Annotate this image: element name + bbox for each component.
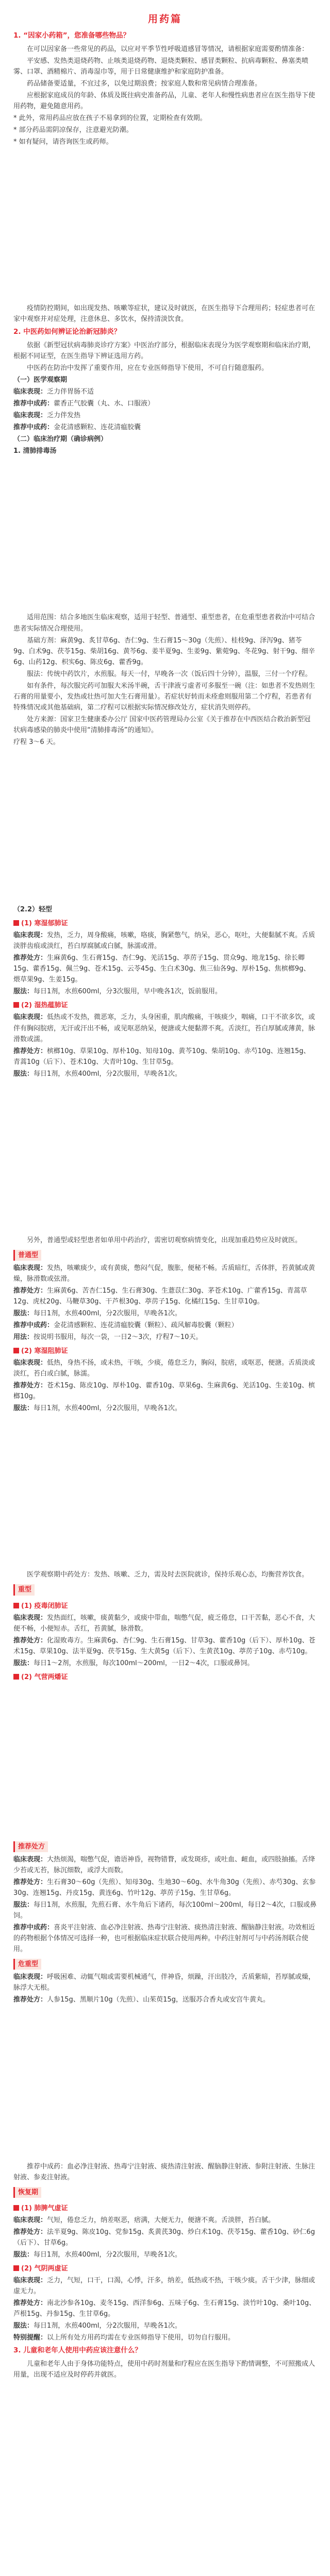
block3-sub-text: (2) 寒湿阻肺证: [21, 1347, 68, 1355]
square-icon: [13, 2265, 19, 2271]
item-text: 乏力，气短，口干，口渴，心悸，汗多，纳差，低热或不热，干咳少痰。舌干少津，脉细或虚无力。: [13, 2276, 316, 2295]
phase-line: [13, 410, 317, 421]
item-text: 气短，倦怠乏力，纳差呕恶，痞满，大便无力，便溏不爽。舌淡胖，苔白腻。: [47, 2216, 275, 2224]
q2-para: 中医药在防治中发挥了重要作用，应在专业医师指导下使用，不可自行随意服药。: [27, 364, 269, 372]
item-line: [13, 930, 317, 952]
q1-para: 应根据家庭成员的年龄、体质及既往病史准备药品，儿童、老年人和慢性病患者应在医生指导下使用药物，避免随意用药。: [13, 91, 316, 110]
item-key: 推荐处方：: [13, 1636, 47, 1645]
item-text: 生麻黄6g、生石膏15g、杏仁9g、羌活15g、葶苈子15g、贯众9g、地龙15g、徐长卿15g、藿香15g、佩兰9g、苍术15g、云苓45g、生白术30g、焦三仙各9g、厚朴15g、焦槟榔9g、煨草果9g、生姜15g。: [13, 954, 310, 984]
item-key: 临床表现：: [13, 1614, 47, 1622]
phase-key: 推荐中成药：: [13, 400, 54, 408]
block6-sub-text: (1) 肺脾气虚证: [21, 2204, 68, 2212]
block3-sub: [13, 1346, 317, 1357]
block4-label: 重型: [13, 1584, 35, 1595]
item-text: 人参15g、黑顺片10g（先煎）、山茱萸15g，送服苏合香丸或安宫牛黄丸。: [47, 1996, 270, 2004]
block1-para: 适用范围：结合多地医生临床观察，适用于轻型、普通型、重型患者，在危重型患者救治中可结合患者实际情况合理使用。: [13, 614, 316, 633]
phase-key: 临床表现：: [13, 412, 47, 420]
item-key: 推荐处方：: [13, 1878, 47, 1886]
q2-intro: 疫情防控期间，如出现发热、咳嗽等症状，建议及时就医，在医生指导下合理用药；轻症患者可在家中观察并对症处理，注意休息、多饮水，保持清淡饮食。: [13, 304, 316, 324]
block1-tail: 疗程 3～6 天。: [13, 738, 60, 746]
q2-para: 依据《新型冠状病毒肺炎诊疗方案》中医治疗部分，根据临床表现分为医学观察期和临床治疗期，根据不同证型，在医生指导下辨证选用方药。: [13, 342, 316, 361]
item-key: 服法：: [13, 1659, 34, 1667]
q3-title: 3. 儿童和老年人使用中药应该注意什么？: [13, 2346, 142, 2355]
item-text: 每日1剂，水煎600ml，分3次服用，早中晚各1次，饭前服用。: [34, 988, 222, 996]
item-line: [13, 1308, 317, 1319]
block5-label: 危重型: [13, 1959, 41, 1970]
q1-section: [0, 30, 330, 147]
block2-head: （2.2）轻型: [13, 906, 53, 914]
phase-line: [13, 386, 317, 397]
block4-sub: [13, 1672, 317, 1683]
item-line: [13, 2227, 317, 2248]
item-key: 临床表现：: [13, 1973, 47, 1981]
block3-intro: 另外，普通型或轻型患者如单用中药治疗，需密切观察病情变化，出现加重趋势应及时就医。: [27, 1236, 302, 1244]
item-key: 用法：: [13, 1333, 34, 1342]
item-text: 每日1剂，水煎400ml，分2次服用，早晚各1次。: [34, 2322, 182, 2330]
item-line: [13, 1972, 317, 1993]
q1-para: 药品储备要适量，不宜过多，以免过期浪费；按家庭人数和常见病情合理准备。: [27, 79, 262, 88]
item-key: 服法：: [13, 988, 34, 996]
block3-label: 普通型: [13, 1250, 41, 1261]
item-line: [13, 986, 317, 997]
item-line: [13, 2275, 317, 2297]
block1-para: 基础方剂：麻黄9g、炙甘草6g、杏仁9g、生石膏15～30g（先煎）、桂枝9g、泽泻9g、猪苓9g、白术9g、茯苓15g、柴胡16g、黄芩6g、姜半夏9g、生姜9g、紫菀9g、冬花9g、射干9g、细辛6g、山药12g、枳实6g、陈皮6g、藿香9g。: [13, 636, 315, 666]
item-line: [13, 1285, 317, 1307]
item-line: [13, 2249, 317, 2260]
block1-para: 服法：传统中药饮片，水煎服。每天一付，早晚各一次（饭后四十分钟），温服，三付一个疗程。: [27, 670, 312, 678]
item-key: 推荐处方：: [13, 954, 47, 962]
item-line: [13, 1613, 317, 1634]
phase-line: [13, 398, 317, 409]
item-text: 喜炎平注射液、血必净注射液、热毒宁注射液、痰热清注射液、醒脑静注射液。功效相近的药物根据个体情况可选择一种，也可根据临床症状联合使用两种。中药注射剂可与中药汤剂联合使用。: [13, 1924, 316, 1954]
block1-section: [0, 612, 330, 748]
item-text: 每日1剂，水煎400ml，分2次服用，早晚各1次。: [34, 1310, 182, 1318]
block6-intro: 推荐中成药：血必净注射液、热毒宁注射液、痰热清注射液、醒脑静注射液、参附注射液、生脉注射液、参麦注射液。: [13, 2162, 316, 2181]
item-key: 临床表现：: [13, 2276, 47, 2284]
phase-key: 临床表现：: [13, 388, 47, 396]
item-key: 推荐中成药：: [13, 1924, 54, 1932]
item-line: [13, 1263, 317, 1284]
item-key: 临床表现：: [13, 1855, 47, 1863]
item-text: 生石膏30～60g（先煎）、知母30g、生地30～60g、水牛角30g（先煎）、赤芍30g、玄参30g、连翘15g、丹皮15g、黄连6g、竹叶12g、葶苈子15g、生甘草6g。: [13, 1878, 316, 1897]
q1-note: * 部分药品需阴凉保存，注意避光防潮。: [13, 126, 133, 134]
item-key: 服法：: [13, 1310, 34, 1318]
item-line: [13, 2215, 317, 2226]
item-text: 法半夏9g、陈皮10g、党参15g、炙黄芪30g、炒白术10g、茯苓15g、藿香10g、砂仁6g（后下）、甘草6g。: [13, 2228, 315, 2247]
item-text: 大热烦渴，喘憋气促，谵语神昏，视物错瞀，或发斑疹，或吐血、衄血，或四肢抽搐。舌绛少苔或无苔，脉沉细数，或浮大而数。: [13, 1855, 316, 1874]
block1-para: 处方来源：国家卫生健康委办公厅 国家中医药管理局办公室《关于推荐在中西医结合救治新型冠状病毒感染的肺炎中使用“清肺排毒汤”的通知》。: [13, 715, 311, 734]
square-icon: [13, 1603, 19, 1608]
item-key: 临床表现：: [13, 1013, 47, 1022]
block2-type: [13, 918, 317, 929]
item-line: [13, 1012, 317, 1044]
block2-type: [13, 1000, 317, 1011]
block4-section: [0, 1569, 330, 1682]
item-text: 按说明书服用，每次一袋，一日2～3次，疗程7～10天。: [34, 1333, 203, 1342]
phase-line: [13, 422, 317, 433]
q1-note: * 此外，常用药品应放在孩子不易拿到的位置，定期检查有效期。: [13, 114, 207, 122]
item-line: [13, 1635, 317, 1657]
item-line: [13, 1994, 317, 2005]
item-text: 每日1剂，水煎400ml，分2次服用，早晚各1次。: [34, 2250, 182, 2259]
item-line: [13, 1403, 317, 1414]
block3-section: [0, 1235, 330, 1414]
square-icon: [13, 1348, 19, 1353]
q1-note: * 如有疑问，请咨询医生或药师。: [13, 138, 113, 146]
item-text: 化湿败毒方。生麻黄6g、杏仁9g、生石膏15g、甘草3g、藿香10g（后下）、厚朴10g、苍术15g、草果10g、法半夏9g、茯苓15g、生大黄5g（后下）、生黄芪10g、葶苈子10g、赤芍10g。: [13, 1636, 316, 1655]
square-icon: [13, 920, 19, 926]
q2-title: 2. 中医药如何辨证论治新冠肺炎？: [13, 328, 121, 336]
block1-para: 如有条件，每次服完药可加服大米汤半碗，舌干津液亏虚者可多服至一碗（注：如患者不发热则生石膏的用量要小，发热或壮热可加大生石膏用量）。若症状好转而未痊愈则服用第二个疗程，若患者有特殊情况或其他基础病，第二疗程可以根据实际情况修改处方，症状消失则停药。: [13, 682, 316, 711]
item-line: [13, 953, 317, 985]
item-key: 临床表现：: [13, 931, 47, 940]
block4-sub-text: (2) 气营两燔证: [21, 1673, 68, 1681]
item-key: 推荐处方：: [13, 1382, 47, 1390]
block2-section: [0, 904, 330, 1079]
phase-text: 乏力伴发热: [47, 412, 81, 420]
q2-subhead: 1. 清肺排毒汤: [13, 447, 57, 455]
item-key: 推荐处方：: [13, 2228, 47, 2236]
q1-title: 1. “因家小药箱”，您准备哪些物品？: [13, 31, 130, 40]
item-text: 呼吸困难、动辄气喘或需要机械通气，伴神昏，烦躁，汗出肢冷，舌质紫暗，苔厚腻或燥，脉浮大无根。: [13, 1973, 316, 1992]
item-line: [13, 1069, 317, 1079]
phase-text: 乏力伴胃肠不适: [47, 388, 94, 396]
item-text: 每日1～2剂，水煎服，每次100ml～200ml，一日2～4次，口服或鼻饲。: [34, 1659, 254, 1667]
item-key: 服法：: [13, 1404, 34, 1413]
item-line: [13, 2320, 317, 2331]
item-key: 临床表现：: [13, 1359, 47, 1367]
item-line: [13, 1922, 317, 1955]
item-line: [13, 1358, 317, 1379]
item-text: 低热或不发热，微恶寒，乏力，头身困重，肌肉酸痛，干咳痰少，咽痛，口干不欲多饮，或伴有胸闷脘痞，无汗或汗出不畅，或见呕恶纳呆，便溏或大便黏滞不爽。舌淡红，苔白厚腻或薄黄，脉滑数或濡。: [13, 1013, 316, 1043]
item-text: 每日1剂，水煎400ml，分2次服用，早晚各1次。: [34, 1070, 182, 1078]
q2-subhead: （一）医学观察期: [13, 376, 68, 384]
item-key: 特别提醒：: [13, 2334, 47, 2342]
item-text: 金花清感颗粒、连花清瘟胶囊（颗粒）、疏风解毒胶囊（颗粒）: [54, 1321, 238, 1330]
item-text: 苍术15g、陈皮10g、厚朴10g、藿香10g、草果6g、生麻黄6g、羌活10g、生姜10g、槟榔10g。: [13, 1382, 315, 1401]
phase-text: 藿香正气胶囊（丸、水、口服液）: [54, 400, 155, 408]
item-text: 发热，乏力，周身酸痛，咳嗽，咯痰，胸紧憋气，纳呆，恶心，呕吐，大便黏腻不爽。舌质淡胖齿痕或淡红，苔白厚腐腻或白腻，脉濡或滑。: [13, 931, 316, 951]
item-text: 低热，身热不扬，或未热，干咳，少痰，倦怠乏力，胸闷，脘痞，或呕恶，便溏。舌质淡或淡红，苔白或白腻，脉濡。: [13, 1359, 316, 1378]
item-key: 推荐处方：: [13, 2299, 47, 2308]
block6-label: 恢复期: [13, 2187, 41, 2198]
item-key: 推荐处方：: [13, 1286, 47, 1295]
q2-section: [0, 303, 330, 456]
item-text: 槟榔10g、草果10g、厚朴10g、知母10g、黄芩10g、柴胡10g、赤芍10g、连翘15g、青蒿10g（后下）、苍术10g、大青叶10g、生甘草5g。: [13, 1047, 310, 1066]
item-text: 发热，咳嗽痰少，或有黄痰，憋闷气促，腹胀，便秘不畅。舌质暗红，舌体胖，苔黄腻或黄燥，脉滑数或弦滑。: [13, 1264, 316, 1283]
item-line: [13, 1332, 317, 1343]
block6-section: [0, 2161, 330, 2381]
q3-text: 儿童和老年人由于身体功能特点，使用中药时剂量和疗程应在医生指导下酌情调整，不可照搬成人用量，出现不适应及时停药并就医。: [13, 2360, 316, 2379]
block2-type-text: (1) 寒湿郁肺证: [21, 920, 68, 928]
square-icon: [13, 2205, 19, 2211]
item-key: 服法：: [13, 1070, 34, 1078]
item-key: 临床表现：: [13, 2216, 47, 2224]
block5-section: [0, 1838, 330, 2006]
block4-sub-text: (1) 疫毒闭肺证: [21, 1602, 68, 1610]
item-line: [13, 1658, 317, 1669]
item-key: 推荐中成药：: [13, 1321, 54, 1330]
block5-label: 推荐处方: [13, 1841, 48, 1852]
block6-sub: [13, 2203, 317, 2214]
item-line: [13, 2298, 317, 2319]
item-key: 临床表现：: [13, 1264, 47, 1272]
item-line: [13, 1380, 317, 1402]
q1-para: 平安感、发热类退烧药物、止咳类退烧药物、退烧类颗粒、感冒类颗粒、抗病毒颗粒、鼻塞类喷雾、口罩、酒精棉片、消毒湿巾等，用于日常健康维护和家庭防护准备。: [13, 57, 309, 76]
item-key: 推荐处方：: [13, 1996, 47, 2004]
item-line: [13, 1900, 317, 1921]
q2-subhead: （二）临床治疗期（确诊病例）: [13, 435, 108, 444]
item-text: 以上所有处方用药均需在专业医师指导下使用，切勿自行服用。: [47, 2334, 235, 2342]
square-icon: [13, 1002, 19, 1008]
item-key: 服法：: [13, 1901, 34, 1909]
block6-sub: [13, 2263, 317, 2274]
phase-key: 推荐中成药：: [13, 423, 54, 432]
block4-sub: [13, 1601, 317, 1612]
item-text: 发热面红，咳嗽，痰黄黏少，或痰中带血，喘憋气促，疲乏倦怠，口干苦黏，恶心不食，大便不畅，小便短赤。舌红，苔黄腻，脉滑数。: [13, 1614, 316, 1633]
item-key: 服法：: [13, 2250, 34, 2259]
item-text: 南北沙参各10g、麦冬15g、西洋参6g、五味子6g、生石膏15g、淡竹叶10g、桑叶10g、芦根15g、丹参15g、生甘草6g。: [13, 2299, 316, 2318]
page-title: 用药篇: [147, 13, 182, 25]
square-icon: [13, 1674, 19, 1680]
item-text: 每日1剂，水煎400ml，分2次服用，早晚各1次。: [34, 1404, 182, 1413]
item-key: 推荐处方：: [13, 1047, 47, 1055]
item-line: [13, 2332, 317, 2343]
item-line: [13, 1320, 317, 1331]
item-key: 服法：: [13, 2322, 34, 2330]
phase-text: 金花清感颗粒、连花清瘟胶囊: [54, 423, 141, 432]
block4-intro: 医学观察期中药处方：发热、咳嗽、乏力，需及时去医院就诊，保持乐观心态，均衡营养饮食。: [27, 1571, 309, 1579]
item-line: [13, 1877, 317, 1899]
item-text: 生麻黄6g、苦杏仁15g、生石膏30g、生薏苡仁30g、茅苍术10g、广藿香15g、青蒿草12g、虎杖20g、马鞭草30g、干芦根30g、葶苈子15g、化橘红15g、生甘草10g。: [13, 1286, 307, 1306]
q1-para: 在可以因家备一些常见的药品，以应对平季节性呼吸道感冒等情况，请根据家庭需要酌情准备：: [27, 45, 309, 53]
item-text: 每日1剂，水煎服，先煎石膏、水牛角后下诸药，每次100ml～200ml，每日2～4次，口服或鼻饲。: [13, 1901, 317, 1920]
item-line: [13, 1854, 317, 1876]
block2-type-text: (2) 湿热蕴肺证: [21, 1002, 68, 1010]
block6-sub-text: (2) 气阴两虚证: [21, 2264, 68, 2273]
item-line: [13, 1046, 317, 1067]
